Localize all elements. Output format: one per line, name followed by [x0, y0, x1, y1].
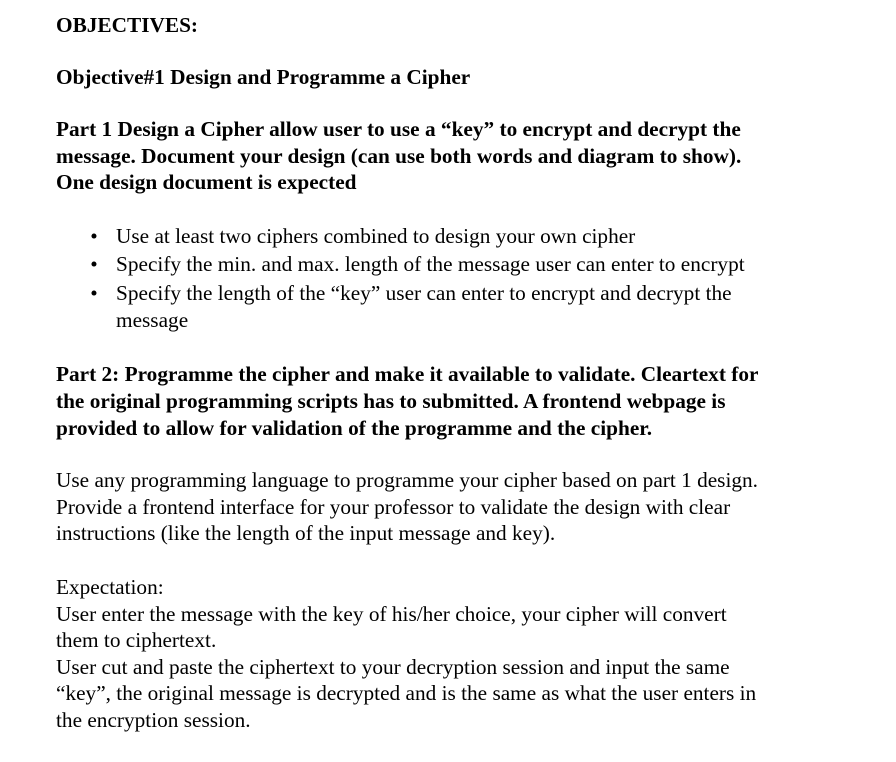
list-item-text: Use at least two ciphers combined to design your own cipher — [116, 223, 636, 248]
objectives-heading: OBJECTIVES: — [56, 13, 199, 37]
requirements-list — [56, 222, 866, 334]
bullet-icon: • — [90, 252, 98, 277]
list-item — [56, 250, 866, 279]
paragraph-line: Use any programming language to programme your cipher based on part 1 design. — [56, 468, 759, 493]
part2-line: Part 2: Programme the cipher and make it available to validate. Cleartext for — [56, 362, 759, 387]
expectation-line: the encryption session. — [56, 708, 251, 732]
paragraph-line: Provide a frontend interface for your professor to validate the design with clear — [56, 494, 731, 519]
expectation-line: Expectation: — [56, 575, 164, 600]
part1-section — [56, 116, 866, 196]
part2-line: provided to allow for validation of the programme and the cipher. — [56, 415, 653, 440]
part1-line: One design document is expected — [56, 170, 357, 195]
list-item-continuation: message — [116, 308, 189, 333]
instructions-paragraph — [56, 467, 866, 547]
part1-line: message. Document your design (can use both words and diagram to show). — [56, 143, 742, 168]
part2-line: the original programming scripts has to submitted. A frontend webpage is — [56, 389, 726, 414]
list-item-text: Specify the min. and max. length of the message user can enter to encrypt — [116, 252, 745, 277]
bullet-icon: • — [90, 280, 98, 305]
objective1-heading: Objective#1 Design and Programme a Cipher — [56, 64, 471, 89]
bullet-icon: • — [90, 223, 98, 248]
expectation-line: User cut and paste the ciphertext to your decryption session and input the same — [56, 654, 730, 679]
list-item — [56, 222, 866, 251]
list-item-text: Specify the length of the “key” user can enter to encrypt and decrypt the — [116, 280, 732, 305]
part2-section — [56, 361, 866, 441]
list-item — [56, 279, 866, 334]
expectation-line: “key”, the original message is decrypted and is the same as what the user enters in — [56, 681, 757, 706]
expectation-line: User enter the message with the key of his/her choice, your cipher will convert — [56, 601, 727, 626]
paragraph-line: instructions (like the length of the input message and key). — [56, 521, 556, 546]
expectation-line: them to ciphertext. — [56, 628, 217, 653]
part1-line: Part 1 Design a Cipher allow user to use a “key” to encrypt and decrypt the — [56, 117, 741, 142]
expectation-section — [56, 574, 866, 734]
